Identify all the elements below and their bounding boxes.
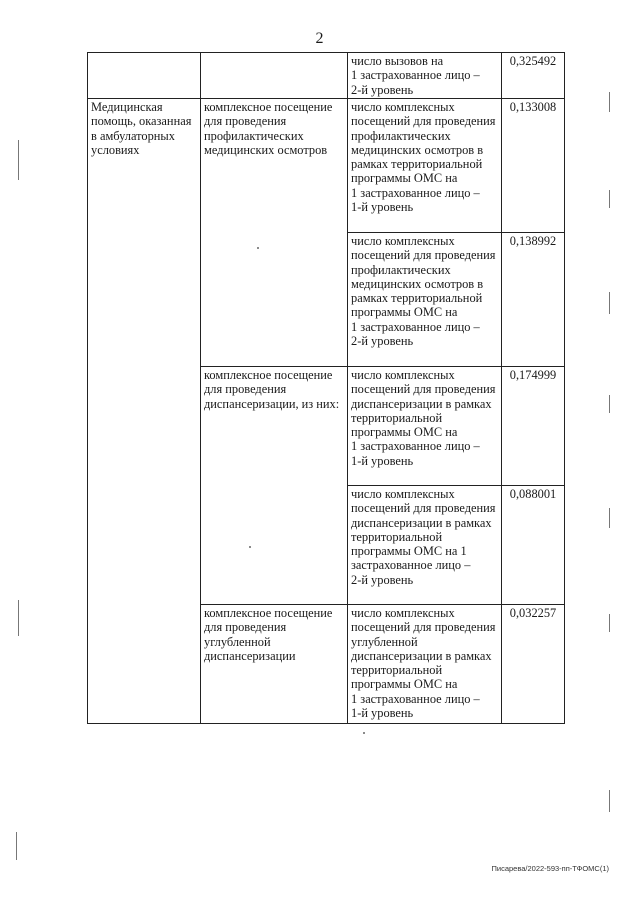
value-cell: 0,325492 [502, 53, 565, 99]
value-cell: 0,133008 [502, 99, 565, 233]
scan-mark [609, 292, 610, 314]
scan-speck [363, 732, 365, 734]
empty-cell [201, 53, 348, 99]
value-cell: 0,088001 [502, 486, 565, 605]
value-cell: 0,138992 [502, 233, 565, 367]
indicator-cell: число комплексных посещений для проведения диспансеризации в рамках территориальной программы ОМС на 1 застрахованное лицо – 2-й уровень [348, 486, 502, 605]
scan-mark [609, 92, 610, 112]
page-number: 2 [315, 30, 324, 47]
table-row [88, 53, 565, 99]
scan-speck [257, 247, 259, 249]
scan-mark [609, 395, 610, 413]
scan-mark [16, 832, 17, 860]
scan-mark [609, 190, 610, 208]
document-reference: Писарева/2022-593-пп-ТФОМС(1) [491, 864, 609, 873]
table-row [88, 99, 565, 233]
value-cell: 0,174999 [502, 367, 565, 486]
indicator-cell: число комплексных посещений для проведения углубленной диспансеризации в рамках территориальной программы ОМС на 1 застрахованное лицо – 1-й уровень [348, 605, 502, 724]
indicator-cell: число комплексных посещений для проведения профилактических медицинских осмотров в рамках территориальной программы ОМС на 1 застрахованное лицо – 2-й уровень [348, 233, 502, 367]
indicators-table [87, 52, 565, 724]
value-cell: 0,032257 [502, 605, 565, 724]
indicator-cell: число комплексных посещений для проведения диспансеризации в рамках территориальной программы ОМС на 1 застрахованное лицо – 1-й уровень [348, 367, 502, 486]
indicator-cell: число комплексных посещений для проведения профилактических медицинских осмотров в рамках территориальной программы ОМС на 1 застрахованное лицо – 1-й уровень [348, 99, 502, 233]
indicator-cell: число вызовов на 1 застрахованное лицо – 2-й уровень [348, 53, 502, 99]
category-cell: Медицинская помощь, оказанная в амбулаторных условиях [88, 99, 201, 724]
scan-mark [609, 614, 610, 632]
scan-mark [609, 790, 610, 812]
subcategory-cell: комплексное посещение для проведения углубленной диспансеризации [201, 605, 348, 724]
subcategory-cell: комплексное посещение для проведения диспансеризации, из них: [201, 367, 348, 605]
scan-mark [18, 600, 19, 636]
subcategory-cell: комплексное посещение для проведения профилактических медицинских осмотров [201, 99, 348, 367]
scan-mark [18, 140, 19, 180]
empty-cell [88, 53, 201, 99]
scan-speck [249, 546, 251, 548]
scan-mark [609, 508, 610, 528]
